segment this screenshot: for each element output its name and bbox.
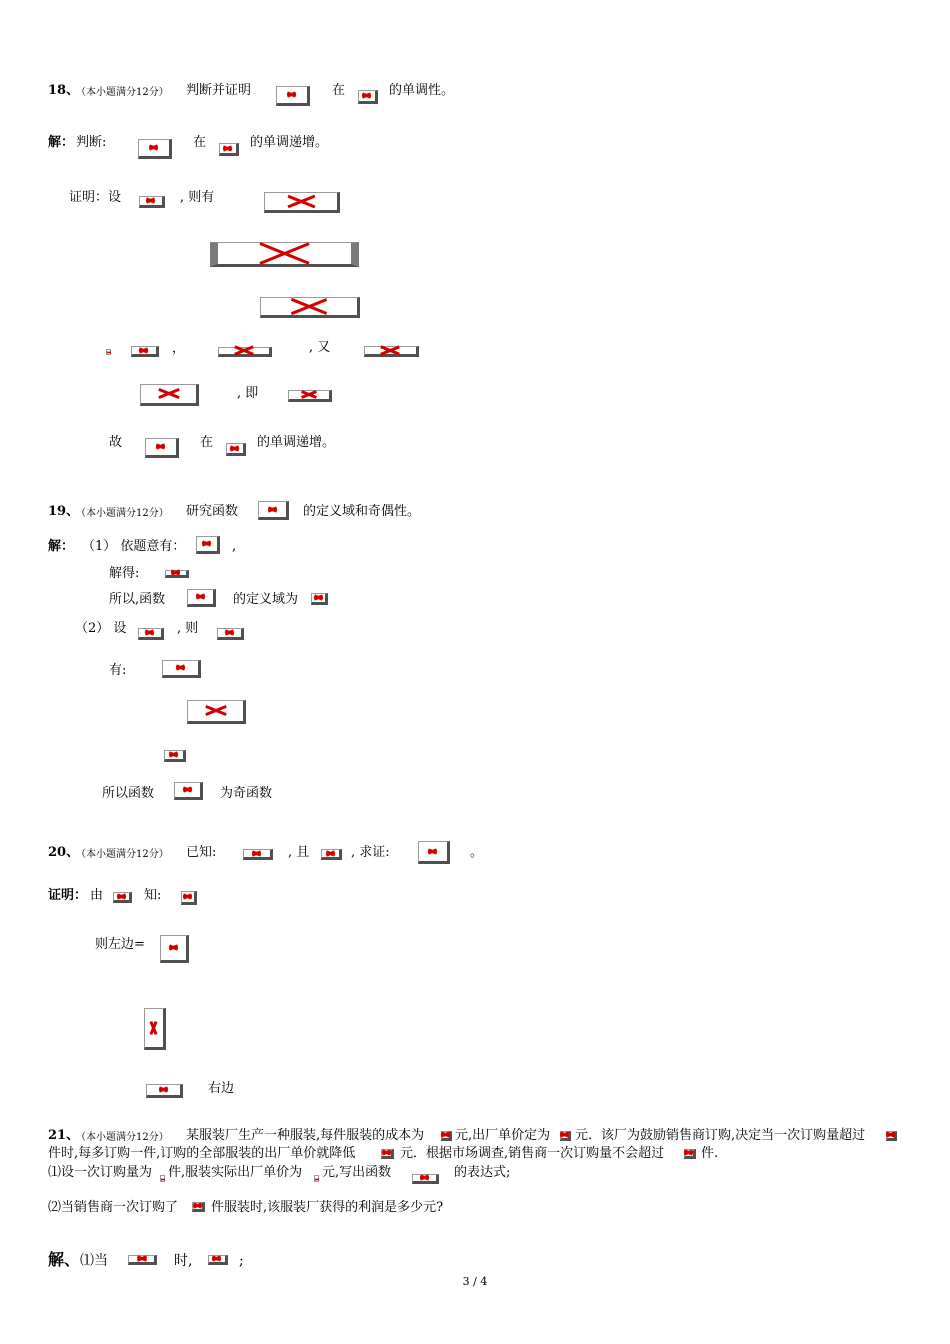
problem-20-text: , 求证: bbox=[351, 845, 390, 860]
solution-text: （2） 设 bbox=[75, 621, 127, 636]
formula-image bbox=[311, 593, 328, 605]
formula-image bbox=[145, 438, 179, 458]
formula-image bbox=[192, 1202, 205, 1212]
solution-label: 解： bbox=[48, 539, 75, 554]
formula-image bbox=[208, 1255, 228, 1265]
formula-image bbox=[210, 242, 359, 267]
problem-18-text: 的单调性。 bbox=[389, 83, 455, 98]
problem-20-text: 。 bbox=[470, 845, 484, 860]
solution-text: 有: bbox=[109, 663, 127, 678]
solution-label: 解： bbox=[48, 135, 75, 150]
solution-label: 证明： bbox=[48, 888, 88, 903]
solution-text: 由 bbox=[90, 888, 104, 903]
problem-20-score: （本小题满分12分） bbox=[76, 849, 169, 860]
problem-19-text: 研究函数 bbox=[186, 504, 239, 519]
formula-image bbox=[139, 196, 165, 208]
formula-image bbox=[187, 589, 216, 607]
formula-image bbox=[113, 892, 132, 903]
solution-text: , bbox=[232, 539, 237, 554]
problem-18-text: 判断并证明 bbox=[186, 83, 252, 98]
formula-image bbox=[181, 891, 197, 905]
problem-18-text: 在 bbox=[332, 83, 346, 98]
problem-21-number: 21、 bbox=[48, 1128, 80, 1143]
proof-text: 的单调递增。 bbox=[257, 435, 336, 450]
formula-image bbox=[106, 349, 111, 355]
formula-image bbox=[381, 1149, 394, 1159]
page-number: 3 / 4 bbox=[462, 1275, 488, 1288]
problem-21-text: ⑵当销售商一次订购了 bbox=[48, 1200, 179, 1215]
proof-text: , 即 bbox=[237, 386, 259, 401]
solution-text: （1） 依题意有： bbox=[82, 539, 186, 554]
proof-text: 故 bbox=[109, 435, 123, 450]
problem-20-number: 20、 bbox=[48, 845, 80, 860]
problem-21-text: 元,写出函数 bbox=[322, 1165, 392, 1180]
problem-21-text: 的表达式; bbox=[454, 1165, 511, 1180]
problem-20-text: 已知: bbox=[186, 845, 217, 860]
problem-21-text: ⑴设一次订购量为 bbox=[48, 1165, 153, 1180]
formula-image bbox=[160, 935, 189, 963]
problem-21-text: 某服装厂生产一种服装,每件服装的成本为 bbox=[186, 1128, 425, 1143]
problem-19-text: 的定义域和奇偶性。 bbox=[303, 504, 421, 519]
problem-21-text: 件时,每多订购一件,订购的全部服装的出厂单价就降低 bbox=[48, 1146, 356, 1161]
formula-image bbox=[219, 143, 239, 156]
solution-text: 则左边= bbox=[95, 937, 145, 952]
formula-image bbox=[314, 1175, 319, 1182]
formula-image bbox=[138, 139, 172, 159]
problem-20-text: , 且 bbox=[288, 845, 310, 860]
formula-image bbox=[138, 628, 164, 640]
formula-image bbox=[174, 782, 203, 800]
formula-image bbox=[196, 536, 220, 554]
formula-image bbox=[187, 700, 246, 724]
formula-image bbox=[165, 570, 189, 578]
formula-image bbox=[140, 384, 199, 406]
formula-image bbox=[886, 1131, 897, 1141]
formula-image bbox=[146, 1084, 183, 1098]
solution-text: 所以,函数 bbox=[109, 592, 166, 607]
solution-text: 解得: bbox=[109, 566, 140, 581]
formula-image bbox=[131, 346, 159, 357]
problem-19-score: （本小题满分12分） bbox=[76, 508, 169, 519]
problem-18-number: 18、 bbox=[48, 83, 80, 98]
formula-image bbox=[276, 86, 310, 106]
formula-image bbox=[288, 390, 332, 402]
problem-21-text: 元．该厂为鼓励销售商订购,决定当一次订购量超过 bbox=[575, 1128, 866, 1143]
problem-19-number: 19、 bbox=[48, 504, 80, 519]
solution-text: 所以函数 bbox=[102, 786, 155, 801]
problem-21-text: 件服装时,该服装厂获得的利润是多少元? bbox=[211, 1200, 444, 1215]
solution-text: 知: bbox=[144, 888, 162, 903]
solution-label: 解、 bbox=[48, 1250, 81, 1269]
solution-text: 判断: bbox=[76, 135, 107, 150]
formula-image bbox=[226, 443, 246, 456]
formula-image bbox=[164, 750, 186, 762]
formula-image bbox=[128, 1255, 157, 1265]
formula-image bbox=[441, 1131, 452, 1141]
formula-image bbox=[418, 841, 450, 864]
problem-21-text: 元．根据市场调查,销售商一次订购量不会超过 bbox=[400, 1146, 665, 1161]
solution-text: 的单调递增。 bbox=[250, 135, 329, 150]
formula-image bbox=[218, 347, 272, 357]
proof-text: ， bbox=[172, 341, 186, 356]
solution-text: ; bbox=[239, 1253, 244, 1269]
solution-text: 时, bbox=[174, 1253, 193, 1269]
formula-image bbox=[412, 1174, 439, 1184]
formula-image bbox=[358, 90, 378, 104]
formula-image bbox=[258, 501, 289, 520]
problem-18-score: （本小题满分12分） bbox=[76, 87, 169, 98]
problem-21-text: 件. bbox=[701, 1146, 719, 1161]
solution-text: ⑴当 bbox=[80, 1253, 108, 1269]
formula-image bbox=[144, 1008, 166, 1050]
solution-text: 的定义域为 bbox=[233, 592, 299, 607]
solution-text: 右边 bbox=[208, 1081, 235, 1096]
formula-image bbox=[217, 628, 244, 640]
formula-image bbox=[260, 297, 360, 318]
formula-image bbox=[364, 346, 419, 357]
solution-text: 在 bbox=[193, 135, 207, 150]
proof-text: , 又 bbox=[309, 340, 331, 355]
solution-text: , 则 bbox=[177, 621, 199, 636]
problem-21-text: 元,出厂单价定为 bbox=[455, 1128, 551, 1143]
proof-text: 在 bbox=[200, 435, 214, 450]
formula-image bbox=[264, 192, 340, 213]
formula-image bbox=[684, 1149, 696, 1159]
formula-image bbox=[560, 1131, 571, 1141]
proof-text: , 则有 bbox=[180, 190, 215, 205]
formula-image bbox=[162, 660, 201, 678]
solution-text: 为奇函数 bbox=[220, 786, 273, 801]
formula-image bbox=[243, 849, 273, 860]
problem-21-score: （本小题满分12分） bbox=[76, 1132, 169, 1143]
problem-21-text: 件,服装实际出厂单价为 bbox=[168, 1165, 303, 1180]
proof-text: 证明：设 bbox=[69, 190, 122, 205]
formula-image bbox=[321, 849, 342, 860]
formula-image bbox=[160, 1175, 165, 1182]
